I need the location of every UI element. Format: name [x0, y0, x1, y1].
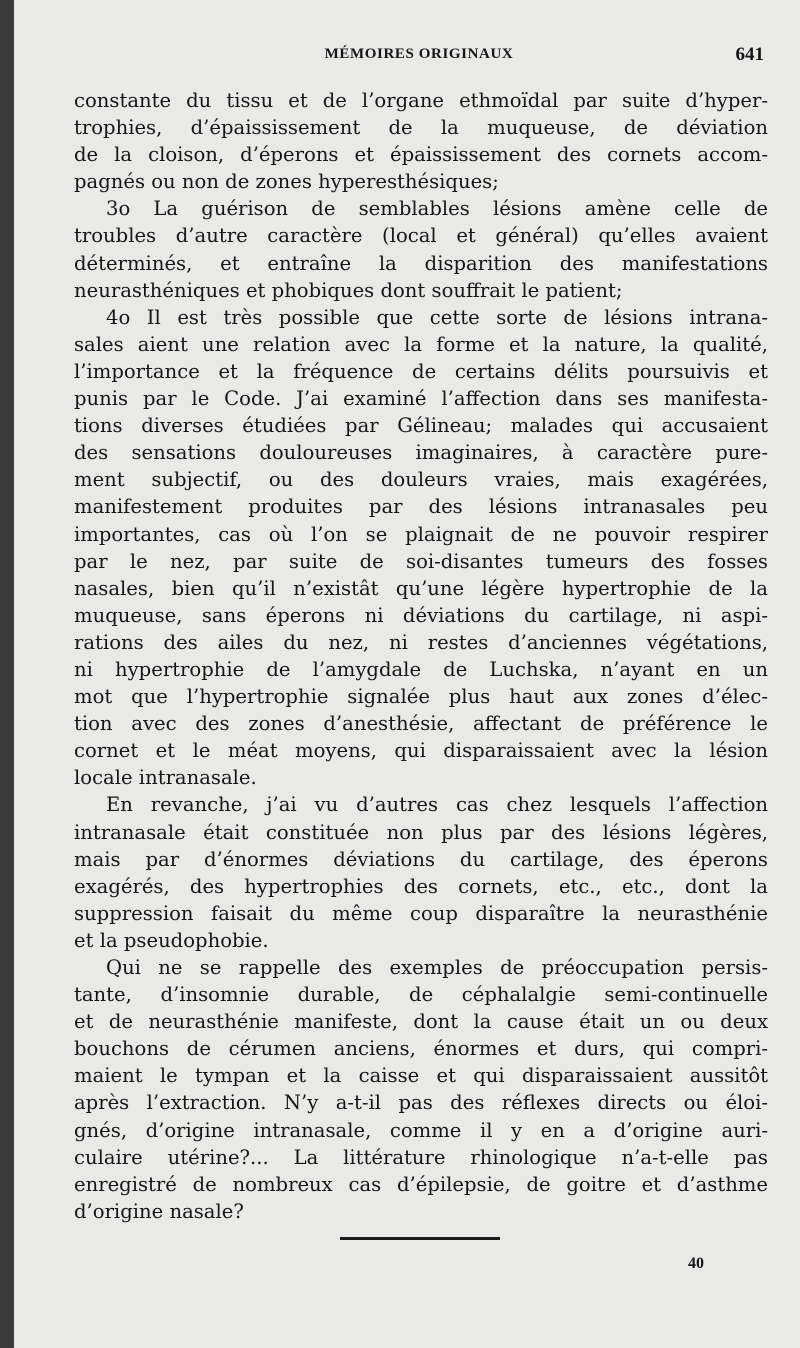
- text-line: culaire utérine?... La littérature rhinologique n’a-t-elle pas: [74, 1145, 768, 1169]
- text-line: Qui ne se rappelle des exemples de préoccupation persis-: [106, 956, 768, 979]
- text-line: muqueuse, sans éperons ni déviations du cartilage, ni aspi-: [74, 603, 768, 627]
- text-line: exagérés, des hypertrophies des cornets, etc., etc., dont la: [74, 874, 768, 898]
- text-line: et la pseudophobie.: [74, 928, 269, 952]
- section-rule: [340, 1237, 500, 1240]
- text-line: d’origine nasale?: [74, 1199, 244, 1223]
- text-line: importantes, cas où l’on se plaignait de ne pouvoir respirer: [74, 522, 768, 546]
- text-line: punis par le Code. J’ai examiné l’affection dans ses manifesta-: [74, 387, 768, 411]
- text-line: après l’extraction. N’y a-t-il pas des réflexes directs ou éloi-: [74, 1091, 768, 1115]
- text-line: En revanche, j’ai vu d’autres cas chez lesquels l’affection: [106, 793, 768, 817]
- text-line: par le nez, par suite de soi-disantes tumeurs des fosses: [74, 549, 768, 573]
- text-line: l’importance et la fréquence de certains délits poursuivis et: [74, 359, 768, 383]
- text-line: nasales, bien qu’il n’existât qu’une légère hypertrophie de la: [74, 576, 768, 600]
- text-line: tante, d’insomnie durable, de céphalalgie semi-continuelle: [74, 983, 768, 1007]
- text-line: constante du tissu et de l’organe ethmoïdal par suite d’hyper-: [74, 89, 768, 112]
- text-line: maient le tympan et la caisse et qui disparaissaient aussitôt: [74, 1064, 768, 1088]
- text-line: tion avec des zones d’anesthésie, affectant de préférence le: [74, 712, 768, 736]
- text-line: intranasale était constituée non plus par des lésions légères,: [74, 820, 768, 844]
- text-line: déterminés, et entraîne la disparition des manifestations: [74, 251, 768, 275]
- running-title: MÉMOIRES ORIGINAUX: [324, 46, 514, 62]
- signature-mark: 40: [688, 1255, 704, 1272]
- text-line: trophies, d’épaississement de la muqueuse, de déviation: [74, 116, 768, 140]
- text-line: manifestement produites par des lésions intranasales peu: [74, 495, 768, 519]
- text-line: mais par d’énormes déviations du cartilage, des éperons: [74, 847, 768, 871]
- text-line: rations des ailes du nez, ni restes d’anciennes végétations,: [74, 630, 768, 654]
- text-line: 4o Il est très possible que cette sorte de lésions intrana-: [106, 305, 768, 329]
- text-line: tions diverses étudiées par Gélineau; malades qui accusaient: [74, 414, 768, 438]
- page-number: 641: [735, 44, 764, 65]
- text-line: enregistré de nombreux cas d’épilepsie, de goitre et d’asthme: [74, 1172, 768, 1196]
- text-line: ni hypertrophie de l’amygdale de Luchska, n’ayant en un: [74, 657, 768, 681]
- text-line: des sensations douloureuses imaginaires, à caractère pure-: [74, 441, 768, 465]
- text-line: bouchons de cérumen anciens, énormes et durs, qui compri-: [74, 1037, 768, 1061]
- body-text: [74, 87, 768, 1225]
- text-line: pagnés ou non de zones hyperesthésiques;: [74, 170, 499, 194]
- text-line: ment subjectif, ou des douleurs vraies, mais exagérées,: [74, 468, 768, 492]
- text-line: troubles d’autre caractère (local et général) qu’elles avaient: [74, 224, 768, 248]
- text-line: gnés, d’origine intranasale, comme il y en a d’origine auri-: [74, 1118, 768, 1142]
- text-line: 3o La guérison de semblables lésions amène celle de: [106, 197, 768, 221]
- text-line: cornet et le méat moyens, qui disparaissaient avec la lésion: [74, 739, 768, 763]
- page-header: [74, 46, 764, 72]
- text-line: sales aient une relation avec la forme et la nature, la qualité,: [74, 332, 768, 356]
- text-line: neurasthéniques et phobiques dont souffrait le patient;: [74, 278, 623, 302]
- text-line: et de neurasthénie manifeste, dont la cause était un ou deux: [74, 1010, 768, 1034]
- text-line: mot que l’hypertrophie signalée plus haut aux zones d’élec-: [74, 685, 768, 709]
- text-line: locale intranasale.: [74, 766, 257, 790]
- book-page: [14, 0, 800, 1348]
- text-line: de la cloison, d’éperons et épaississement des cornets accom-: [74, 143, 768, 167]
- text-line: suppression faisait du même coup disparaître la neurasthénie: [74, 901, 768, 925]
